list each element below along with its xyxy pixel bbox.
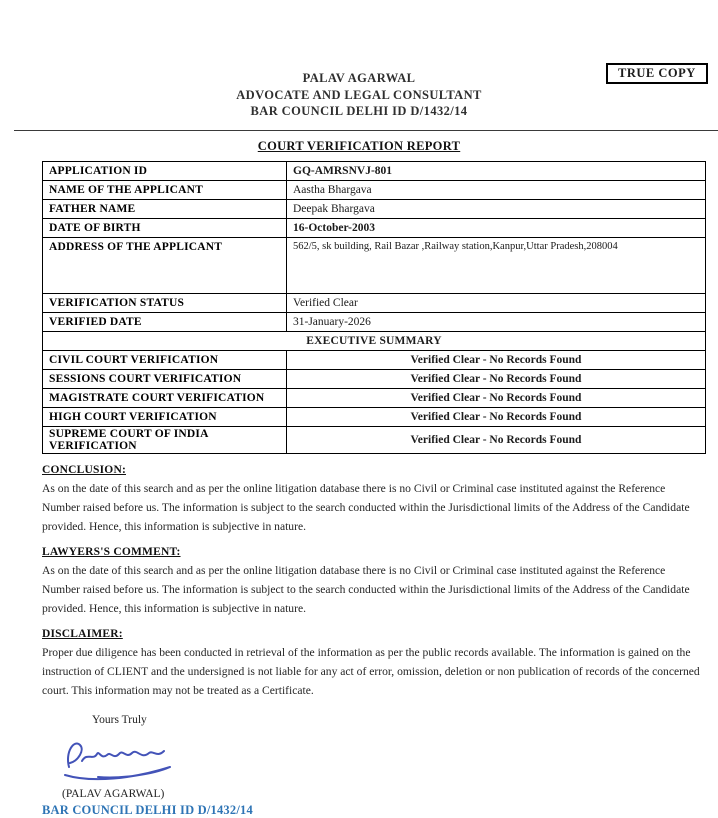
section-body: Proper due diligence has been conducted in retrieval of the information as per the public records available. The information is gained on the instruction of CLIENT and the undersigned is not liable for any act of error, omission, deletion or non publication of records of the concerned court. This information may not be treated as a Certificate.: [42, 645, 700, 697]
advocate-title: ADVOCATE AND LEGAL CONSULTANT: [236, 87, 482, 102]
summary-value: Verified Clear - No Records Found: [287, 388, 706, 407]
field-label: NAME OF THE APPLICANT: [43, 180, 287, 199]
summary-label: SUPREME COURT OF INDIA VERIFICATION: [43, 426, 287, 453]
advocate-name: PALAV AGARWAL: [302, 71, 416, 85]
table-row: [43, 350, 706, 369]
table-row: [43, 312, 706, 331]
field-value: 562/5, sk building, Rail Bazar ,Railway station,Kanpur,Uttar Pradesh,208004: [287, 237, 706, 293]
signature-image: [60, 734, 180, 784]
true-copy-stamp: TRUE COPY: [606, 63, 708, 84]
section-conclusion: [42, 464, 704, 536]
summary-label: SESSIONS COURT VERIFICATION: [43, 369, 287, 388]
letterhead: [0, 0, 718, 120]
advocate-council: BAR COUNCIL DELHI ID D/1432/14: [250, 104, 468, 118]
verification-table: [42, 161, 706, 454]
executive-summary-title: EXECUTIVE SUMMARY: [43, 331, 706, 350]
section-heading: LAWYERS'S COMMENT:: [42, 545, 181, 558]
field-label: VERIFIED DATE: [43, 312, 287, 331]
table-row: [43, 199, 706, 218]
field-label: ADDRESS OF THE APPLICANT: [43, 237, 287, 293]
summary-value: Verified Clear - No Records Found: [287, 407, 706, 426]
field-value: 31-January-2026: [287, 312, 706, 331]
header-divider: [14, 130, 718, 131]
report-title: COURT VERIFICATION REPORT: [257, 138, 461, 153]
section-body: As on the date of this search and as per the online litigation database there is no Civil or Criminal case instituted against the Reference Number raised before us. The information is subject to the search conducted within the Jurisdictional limits of the Address of the Candidate provided. Hence, this information is subjective in nature.: [42, 481, 690, 533]
table-row: [43, 237, 706, 293]
signatory-name: (PALAV AGARWAL): [62, 787, 165, 800]
table-row: [43, 407, 706, 426]
section-body: As on the date of this search and as per the online litigation database there is no Civil or Criminal case instituted against the Reference Number raised before us. The information is subject to the search conducted within the Jurisdictional limits of the Address of the Candidate provided. Hence, this information is subjective in nature.: [42, 563, 690, 615]
summary-value: Verified Clear - No Records Found: [287, 426, 706, 453]
section-heading: CONCLUSION:: [42, 463, 126, 476]
summary-value: Verified Clear - No Records Found: [287, 350, 706, 369]
executive-summary-header-row: [43, 331, 706, 350]
table-row: [43, 426, 706, 453]
field-label: DATE OF BIRTH: [43, 218, 287, 237]
report-content: [0, 161, 718, 818]
table-row: [43, 180, 706, 199]
field-value: 16-October-2003: [287, 218, 706, 237]
table-row: [43, 388, 706, 407]
summary-label: HIGH COURT VERIFICATION: [43, 407, 287, 426]
summary-label: MAGISTRATE COURT VERIFICATION: [43, 388, 287, 407]
field-value: GQ-AMRSNVJ-801: [287, 161, 706, 180]
table-row: [43, 369, 706, 388]
section-lawyers-comment: [42, 546, 704, 618]
summary-value: Verified Clear - No Records Found: [287, 369, 706, 388]
bar-council-id: BAR COUNCIL DELHI ID D/1432/14: [42, 802, 253, 817]
section-heading: DISCLAIMER:: [42, 627, 123, 640]
field-label: FATHER NAME: [43, 199, 287, 218]
field-label: APPLICATION ID: [43, 161, 287, 180]
closing-salutation: Yours Truly: [92, 713, 147, 726]
field-value: Aastha Bhargava: [287, 180, 706, 199]
table-row: [43, 161, 706, 180]
field-value: Deepak Bhargava: [287, 199, 706, 218]
section-disclaimer: [42, 628, 704, 700]
field-label: VERIFICATION STATUS: [43, 293, 287, 312]
signature: [60, 734, 180, 784]
field-value: Verified Clear: [287, 293, 706, 312]
table-row: [43, 293, 706, 312]
summary-label: CIVIL COURT VERIFICATION: [43, 350, 287, 369]
table-row: [43, 218, 706, 237]
